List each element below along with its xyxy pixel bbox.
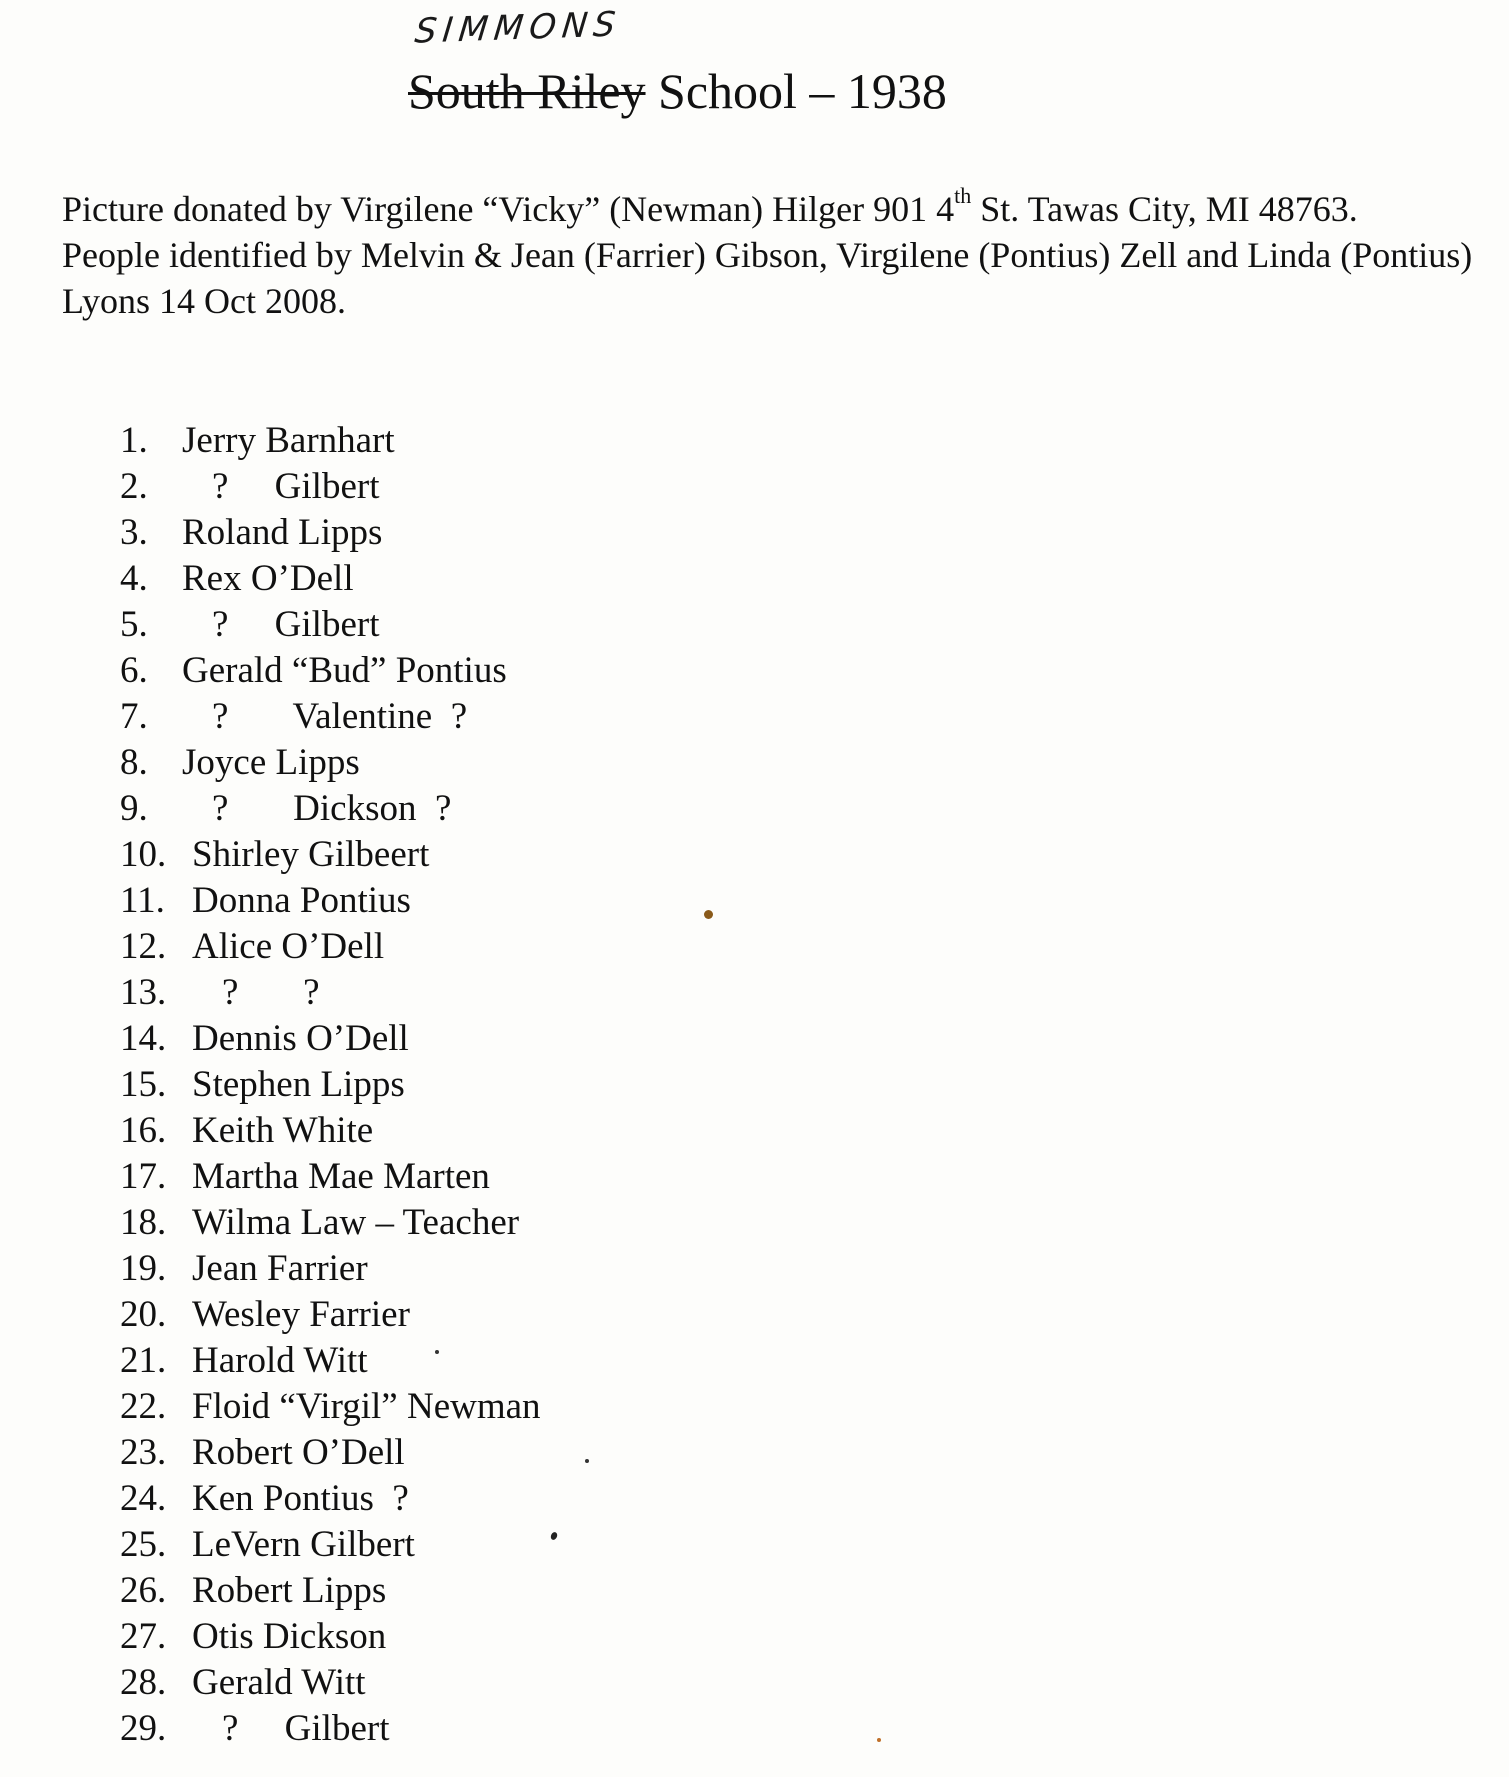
list-item-name: ? ? — [222, 972, 320, 1013]
paper-speck — [877, 1738, 881, 1742]
list-item-number: 29. — [120, 1708, 167, 1749]
list-item-number: 20. — [120, 1294, 167, 1335]
list-item — [120, 1660, 541, 1706]
donation-paragraph — [62, 183, 1482, 232]
list-item — [120, 786, 541, 832]
list-item — [120, 1614, 541, 1660]
title-struck-text: South Riley — [408, 63, 646, 119]
list-item-name: Jerry Barnhart — [182, 420, 395, 461]
list-item — [120, 1154, 541, 1200]
list-item-number: 14. — [120, 1018, 167, 1059]
list-item-number: 17. — [120, 1156, 167, 1197]
list-item-name: Gerald Witt — [192, 1662, 366, 1703]
list-item-name: Keith White — [192, 1110, 374, 1151]
list-item — [120, 510, 541, 556]
intro-block — [62, 183, 1482, 324]
list-item-number: 10. — [120, 834, 167, 875]
list-item — [120, 418, 541, 464]
list-item-number: 25. — [120, 1524, 167, 1565]
list-item-name: LeVern Gilbert — [192, 1524, 415, 1565]
list-item-name: ? Valentine ? — [212, 696, 468, 737]
list-item — [120, 1568, 541, 1614]
list-item-number: 22. — [120, 1386, 167, 1427]
paper-speck — [550, 1531, 559, 1541]
list-item-number: 7. — [120, 696, 148, 737]
list-item — [120, 1016, 541, 1062]
list-item — [120, 924, 541, 970]
list-item-number: 5. — [120, 604, 148, 645]
list-item — [120, 1384, 541, 1430]
list-item-name: ? Dickson ? — [212, 788, 452, 829]
list-item-name: Jean Farrier — [192, 1248, 368, 1289]
list-item — [120, 1200, 541, 1246]
list-item-name: ? Gilbert — [212, 604, 380, 645]
list-item-name: Rex O’Dell — [182, 558, 354, 599]
handwritten-annotation: SIMMONS — [412, 4, 624, 52]
list-item — [120, 1338, 541, 1384]
list-item-name: Donna Pontius — [192, 880, 411, 921]
list-item-number: 3. — [120, 512, 148, 553]
paper-speck — [585, 1459, 589, 1463]
list-item-number: 6. — [120, 650, 148, 691]
list-item-number: 16. — [120, 1110, 167, 1151]
list-item — [120, 602, 541, 648]
list-item-number: 15. — [120, 1064, 167, 1105]
list-item-number: 12. — [120, 926, 167, 967]
title-text: School – 1938 — [645, 63, 947, 119]
list-item-name: Alice O’Dell — [192, 926, 385, 967]
list-item-name: Gerald “Bud” Pontius — [182, 650, 507, 691]
list-item — [120, 970, 541, 1016]
list-item-name: Martha Mae Marten — [192, 1156, 490, 1197]
list-item — [120, 1476, 541, 1522]
list-item-number: 28. — [120, 1662, 167, 1703]
people-list — [120, 418, 541, 1752]
list-item-number: 2. — [120, 466, 148, 507]
list-item — [120, 1706, 541, 1752]
list-item-number: 4. — [120, 558, 148, 599]
list-item — [120, 464, 541, 510]
list-item — [120, 694, 541, 740]
list-item-name: Roland Lipps — [182, 512, 383, 553]
donation-address-text: St. Tawas City, MI 48763. — [971, 189, 1358, 229]
list-item-name: Wilma Law – Teacher — [192, 1202, 520, 1243]
list-item-name: Ken Pontius ? — [192, 1478, 409, 1519]
list-item-name: ? Gilbert — [212, 466, 380, 507]
list-item — [120, 648, 541, 694]
list-item-name: Otis Dickson — [192, 1616, 387, 1657]
list-item-name: Robert Lipps — [192, 1570, 387, 1611]
paper-stain — [704, 910, 713, 919]
list-item-number: 9. — [120, 788, 148, 829]
list-item — [120, 1430, 541, 1476]
ordinal-suffix: th — [954, 183, 972, 208]
page-title — [408, 62, 947, 120]
paper-speck — [435, 1350, 439, 1354]
list-item-name: Shirley Gilbeert — [192, 834, 430, 875]
list-item-number: 27. — [120, 1616, 167, 1657]
list-item-number: 21. — [120, 1340, 167, 1381]
list-item-name: Stephen Lipps — [192, 1064, 405, 1105]
identification-paragraph: People identified by Melvin & Jean (Farrier) Gibson, Virgilene (Pontius) Zell and Linda (Pontius) Lyons 14 Oct 2008. — [62, 235, 1473, 321]
list-item — [120, 740, 541, 786]
list-item-number: 1. — [120, 420, 148, 461]
list-item — [120, 556, 541, 602]
list-item-name: Floid “Virgil” Newman — [192, 1386, 541, 1427]
list-item-number: 13. — [120, 972, 167, 1013]
list-item-number: 18. — [120, 1202, 167, 1243]
donation-text: Picture donated by Virgilene “Vicky” (Newman) Hilger 901 4 — [62, 189, 955, 229]
list-item — [120, 832, 541, 878]
list-item — [120, 1522, 541, 1568]
list-item — [120, 1108, 541, 1154]
list-item — [120, 1062, 541, 1108]
list-item-name: Wesley Farrier — [192, 1294, 410, 1335]
list-item-number: 26. — [120, 1570, 167, 1611]
list-item-name: ? Gilbert — [222, 1708, 390, 1749]
list-item — [120, 1292, 541, 1338]
list-item-name: Harold Witt — [192, 1340, 368, 1381]
list-item-number: 11. — [120, 880, 165, 921]
list-item-number: 8. — [120, 742, 148, 783]
list-item-name: Dennis O’Dell — [192, 1018, 409, 1059]
list-item-number: 24. — [120, 1478, 167, 1519]
list-item — [120, 1246, 541, 1292]
list-item — [120, 878, 541, 924]
list-item-name: Robert O’Dell — [192, 1432, 405, 1473]
list-item-number: 19. — [120, 1248, 167, 1289]
list-item-name: Joyce Lipps — [182, 742, 360, 783]
list-item-number: 23. — [120, 1432, 167, 1473]
